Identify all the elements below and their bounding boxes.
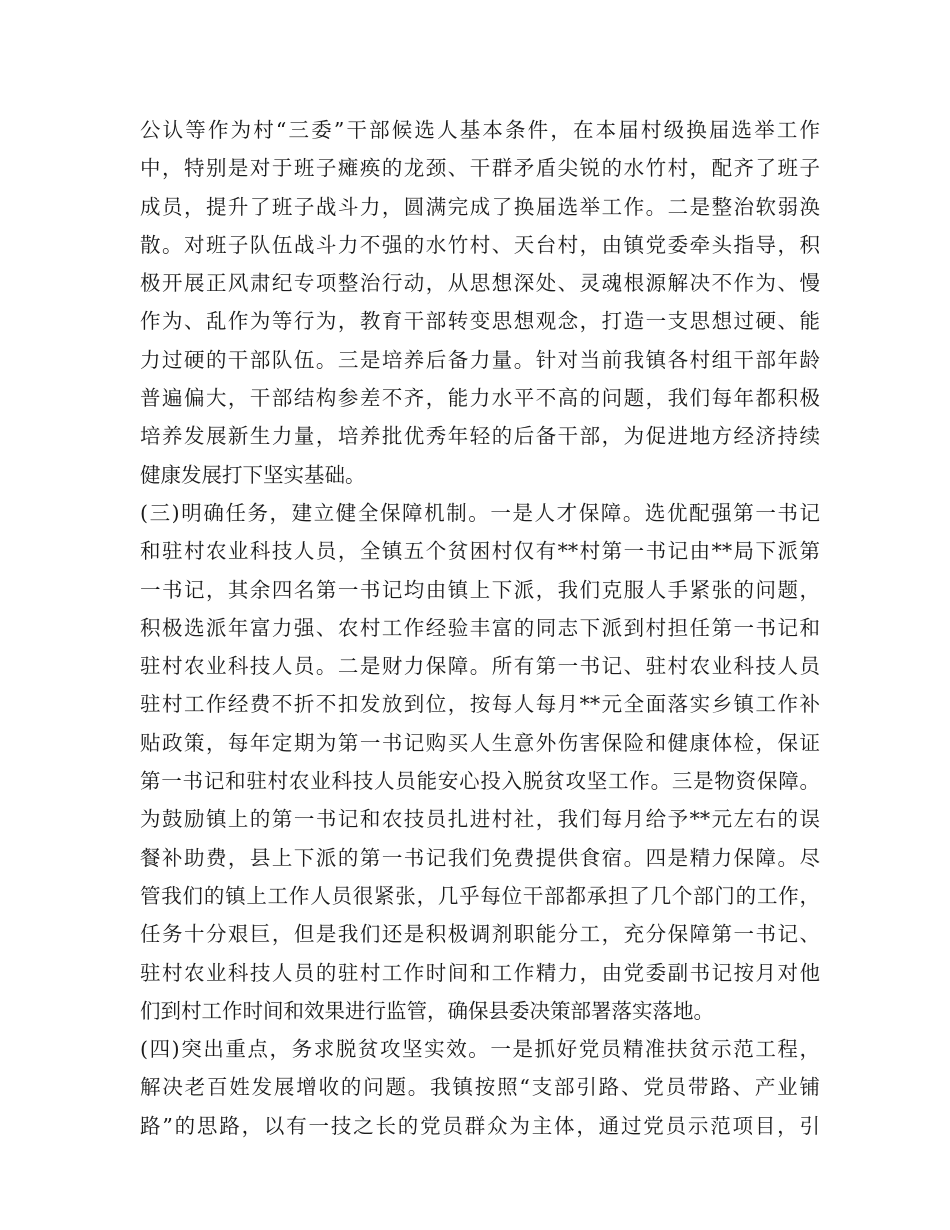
text-line: 培养发展新生力量，培养批优秀年轻的后备干部，为促进地方经济持续 <box>140 424 820 449</box>
text-line: 成员，提升了班子战斗力，圆满完成了换届选举工作。二是整治软弱涣 <box>140 194 820 219</box>
text-line: 极开展正风肃纪专项整治行动，从思想深处、灵魂根源解决不作为、慢 <box>140 271 820 296</box>
text-line-paragraph-end: 们到村工作时间和效果进行监管，确保县委决策部署落实落地。 <box>140 998 714 1023</box>
text-line: 管我们的镇上工作人员很紧张，几乎每位干部都承担了几个部门的工作， <box>140 883 820 908</box>
text-line: 公认等作为村“三委”干部候选人基本条件，在本届村级换届选举工作 <box>140 118 820 142</box>
text-line: 和驻村农业科技人员，全镇五个贫困村仅有**村第一书记由**局下派第 <box>140 539 820 564</box>
body-text <box>140 111 820 1145</box>
text-line: 散。对班子队伍战斗力不强的水竹村、天台村，由镇党委牵头指导，积 <box>140 232 820 257</box>
text-line-paragraph-end: 健康发展打下坚实基础。 <box>140 462 366 487</box>
section-heading-line: (三)明确任务，建立健全保障机制。一是人才保障。选优配强第一书记 <box>140 500 820 525</box>
text-line: 一书记，其余四名第一书记均由镇上下派，我们克服人手紧张的问题， <box>140 577 820 602</box>
text-line: 任务十分艰巨，但是我们还是积极调剂职能分工，充分保障第一书记、 <box>140 922 820 947</box>
text-line: 路”的思路，以有一技之长的党员群众为主体，通过党员示范项目，引 <box>140 1113 820 1138</box>
text-line: 中，特别是对于班子瘫痪的龙颈、干群矛盾尖锐的水竹村，配齐了班子 <box>140 156 820 181</box>
text-line: 解决老百姓发展增收的问题。我镇按照“支部引路、党员带路、产业铺 <box>140 1075 820 1100</box>
text-line: 为鼓励镇上的第一书记和农技员扎进村社，我们每月给予**元左右的误 <box>140 807 820 832</box>
text-line: 餐补助费，县上下派的第一书记我们免费提供食宿。四是精力保障。尽 <box>140 845 820 870</box>
text-line: 积极选派年富力强、农村工作经验丰富的同志下派到村担任第一书记和 <box>140 615 820 640</box>
text-line: 驻村农业科技人员。二是财力保障。所有第一书记、驻村农业科技人员 <box>140 654 820 679</box>
text-line: 普遍偏大，干部结构参差不齐，能力水平不高的问题，我们每年都积极 <box>140 386 820 411</box>
text-line: 驻村工作经费不折不扣发放到位，按每人每月**元全面落实乡镇工作补 <box>140 692 820 717</box>
section-heading-line: (四)突出重点，务求脱贫攻坚实效。一是抓好党员精准扶贫示范工程， <box>140 1037 820 1062</box>
text-line: 贴政策，每年定期为第一书记购买人生意外伤害保险和健康体检，保证 <box>140 730 820 755</box>
text-line: 力过硬的干部队伍。三是培养后备力量。针对当前我镇各村组干部年龄 <box>140 347 820 372</box>
text-line: 作为、乱作为等行为，教育干部转变思想观念，打造一支思想过硬、能 <box>140 309 820 334</box>
text-line: 驻村农业科技人员的驻村工作时间和工作精力，由党委副书记按月对他 <box>140 960 820 985</box>
text-line: 第一书记和驻村农业科技人员能安心投入脱贫攻坚工作。三是物资保障。 <box>140 769 820 794</box>
